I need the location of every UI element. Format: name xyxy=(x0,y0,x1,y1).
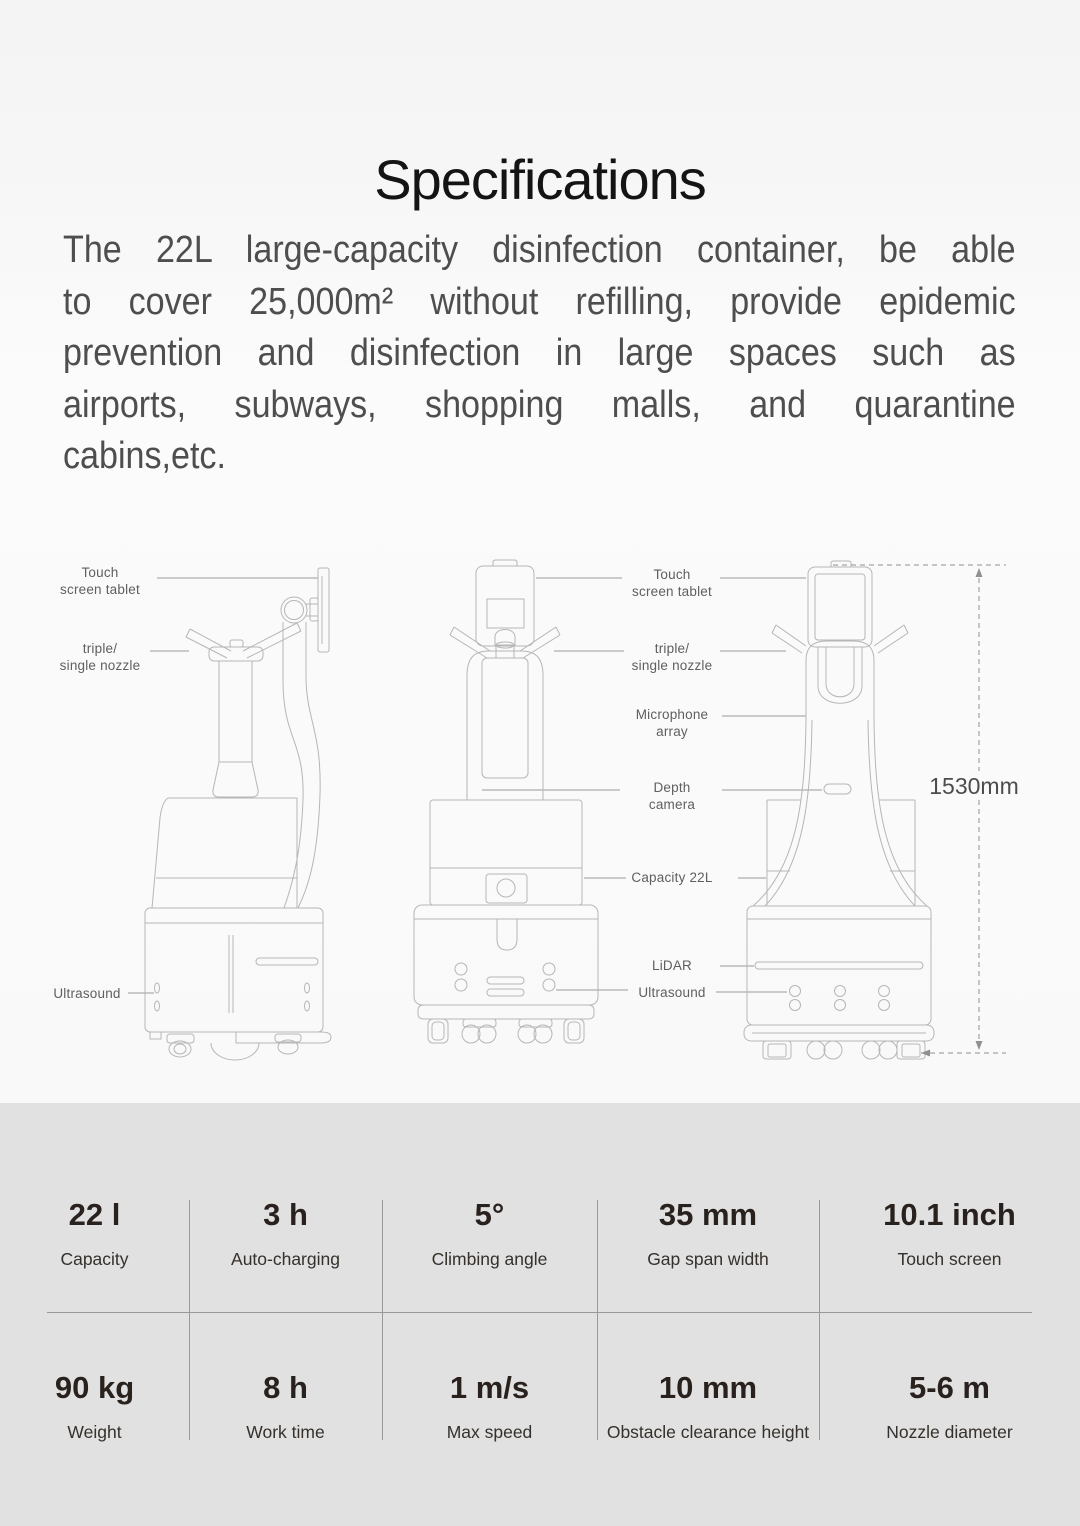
spec-label: Touch screen xyxy=(897,1249,1002,1269)
spec-cell-work-time xyxy=(189,1312,382,1526)
robot-line-drawings xyxy=(0,540,1080,1080)
spec-value: 10 mm xyxy=(658,1370,758,1405)
spec-value: 8 h xyxy=(263,1370,308,1405)
spec-divider-vertical xyxy=(382,1200,383,1440)
diagram-label-line: single nozzle xyxy=(631,658,713,673)
spec-value: 10.1 inch xyxy=(883,1197,1016,1232)
diagram-label-capacity xyxy=(592,869,752,886)
spec-divider-vertical xyxy=(597,1200,598,1440)
diagram-label-line: triple/ xyxy=(654,641,690,656)
spec-label: Weight xyxy=(67,1422,122,1442)
description-line: prevention and disinfection in large spaces such as xyxy=(63,332,1016,374)
spec-divider-horizontal xyxy=(47,1312,1032,1313)
diagram-label-line: Depth xyxy=(653,780,691,795)
diagram-label-ultrasound xyxy=(592,984,752,1001)
diagram-label-depth-camera xyxy=(592,779,752,813)
spec-cell-gap-span-width xyxy=(597,1103,819,1312)
diagram-label-touch-screen-tablet xyxy=(592,566,752,600)
spec-label: Nozzle diameter xyxy=(886,1422,1013,1442)
dimension-arrows xyxy=(921,568,983,1057)
height-dimension-lines xyxy=(833,565,1006,1053)
diagram-label-line: Touch xyxy=(81,565,119,580)
diagram-label-ultrasound xyxy=(37,985,137,1002)
diagram-label-line: Microphone xyxy=(635,707,709,722)
spec-cell-obstacle-clearance xyxy=(597,1312,819,1526)
spec-value: 3 h xyxy=(263,1197,308,1232)
description-line: The 22L large-capacity disinfection container, be able xyxy=(63,229,1016,271)
spec-label: Climbing angle xyxy=(431,1249,548,1269)
spec-cell-nozzle-diameter xyxy=(819,1312,1080,1526)
spec-cell-weight xyxy=(0,1312,189,1526)
description-paragraph xyxy=(63,225,1016,483)
description-line: cabins,etc. xyxy=(63,435,226,477)
diagram-label-line: Ultrasound xyxy=(53,986,121,1001)
spec-label: Obstacle clearance height xyxy=(606,1422,810,1442)
robot-back-view-drawing xyxy=(744,561,934,1059)
robot-front-view-drawing xyxy=(414,560,598,1043)
diagram-label-line: Ultrasound xyxy=(638,985,706,1000)
spec-label: Auto-charging xyxy=(231,1249,340,1269)
height-dimension-label: 1530mm xyxy=(929,773,1019,799)
spec-value: 35 mm xyxy=(658,1197,758,1232)
spec-cell-capacity xyxy=(0,1103,189,1312)
spec-divider-vertical xyxy=(819,1200,820,1440)
diagram-label-nozzle xyxy=(592,640,752,674)
diagram-label-line: triple/ xyxy=(82,641,118,656)
spec-cell-touch-screen xyxy=(819,1103,1080,1312)
spec-table xyxy=(0,1103,1080,1526)
spec-divider-vertical xyxy=(189,1200,190,1440)
spec-value: 5-6 m xyxy=(909,1370,990,1405)
diagram-label-line: Capacity 22L xyxy=(631,870,713,885)
spec-label: Work time xyxy=(246,1422,325,1442)
diagram-label-line: single nozzle xyxy=(59,658,141,673)
diagram-label-line: array xyxy=(656,724,688,739)
spec-cell-climbing-angle xyxy=(382,1103,597,1312)
spec-label: Capacity xyxy=(60,1249,129,1269)
spec-cell-auto-charging xyxy=(189,1103,382,1312)
diagram-label-line: screen tablet xyxy=(60,582,140,597)
spec-row xyxy=(0,1312,1080,1526)
diagram-label-line: LiDAR xyxy=(651,958,692,973)
diagram-label-touch-screen-tablet xyxy=(35,564,165,598)
spec-label: Max speed xyxy=(446,1422,533,1442)
diagram-label-nozzle xyxy=(35,640,165,674)
robot-side-view-drawing xyxy=(145,568,331,1060)
diagram-label-line: screen tablet xyxy=(632,584,712,599)
spec-value: 22 l xyxy=(68,1197,121,1232)
spec-label: Gap span width xyxy=(647,1249,769,1269)
diagram-label-line: camera xyxy=(648,797,696,812)
spec-row xyxy=(0,1103,1080,1312)
diagram-label-microphone-array xyxy=(592,706,752,740)
diagram-label-lidar xyxy=(592,957,752,974)
diagram-label-line: Touch xyxy=(653,567,691,582)
description-line: to cover 25,000m² without refilling, provide epidemic xyxy=(63,280,1016,323)
page-title: Specifications xyxy=(374,147,706,211)
spec-cell-max-speed xyxy=(382,1312,597,1526)
description-line: airports, subways, shopping malls, and quarantine xyxy=(63,383,1016,426)
spec-value: 90 kg xyxy=(54,1370,135,1405)
spec-value: 1 m/s xyxy=(449,1370,530,1405)
spec-value: 5° xyxy=(474,1197,505,1232)
